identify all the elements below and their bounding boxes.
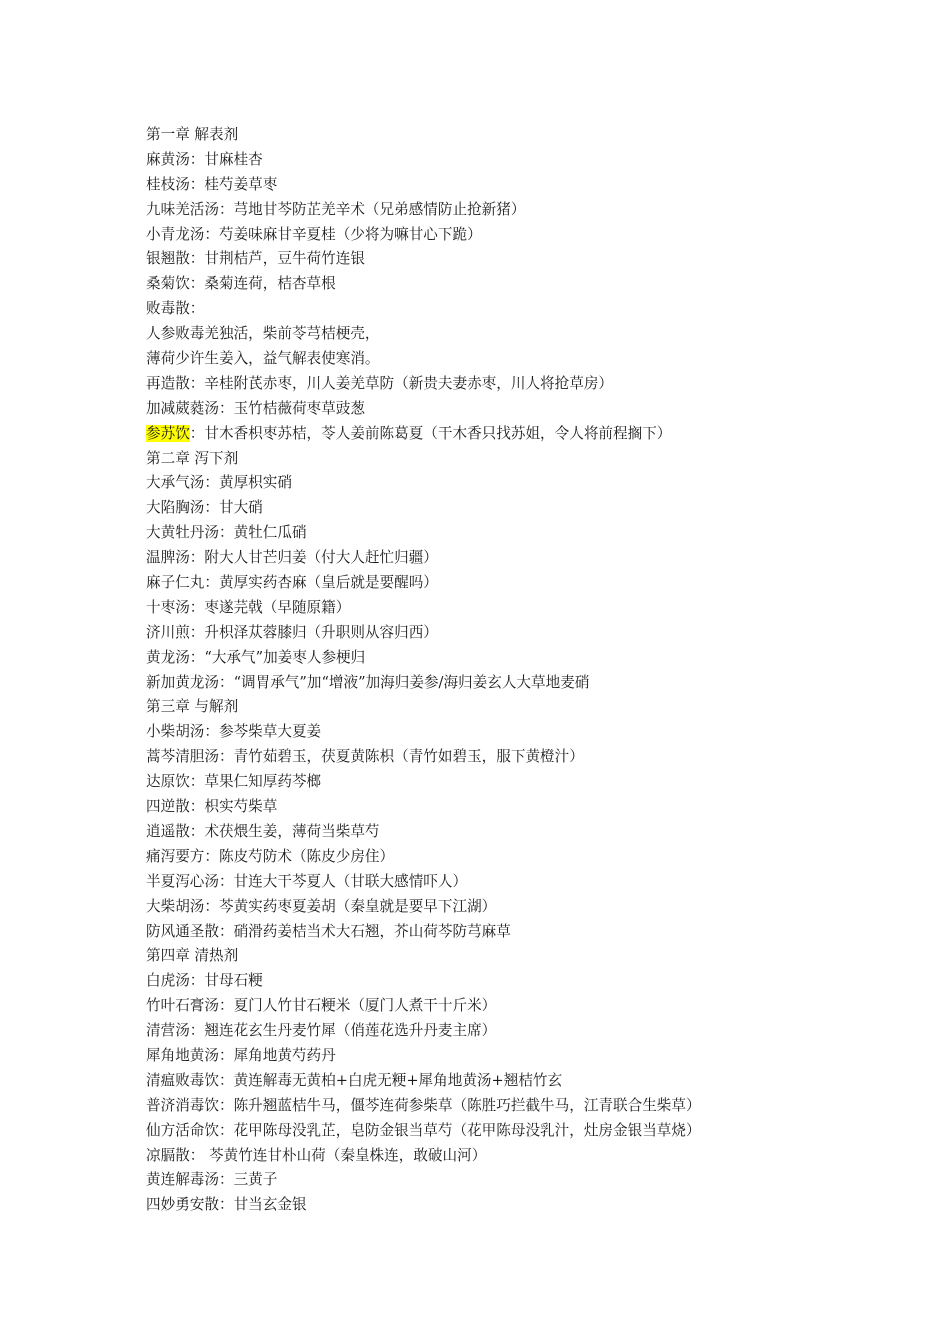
line-text: ：甘木香枳枣苏桔，苓人姜前陈葛夏（干木香只找苏姐，令人将前程搁下） bbox=[189, 424, 672, 442]
line-text: 薄荷少许生姜入，益气解表使寒消。 bbox=[146, 350, 380, 368]
text-line bbox=[146, 994, 936, 1019]
line-text: 痛泻要方：陈皮芍防术（陈皮少房住） bbox=[146, 847, 395, 865]
highlighted-text: 参苏饮 bbox=[146, 424, 190, 442]
text-line bbox=[146, 770, 936, 795]
line-text: 人参败毒羌独活，柴前苓芎桔梗壳， bbox=[146, 325, 380, 343]
text-line bbox=[146, 521, 936, 546]
line-text: 大黄牡丹汤：黄牡仁瓜硝 bbox=[146, 524, 307, 542]
line-text: 普济消毒饮：陈升翘蓝桔牛马，僵芩连荷参柴草（陈胜巧拦截牛马，江青联合生柴草） bbox=[146, 1096, 701, 1114]
line-text: 第四章 清热剂 bbox=[146, 947, 239, 965]
text-line bbox=[146, 795, 936, 820]
text-line bbox=[146, 1044, 936, 1069]
line-text: 竹叶石膏汤：夏门人竹甘石粳米（厦门人煮干十斤米） bbox=[146, 997, 497, 1015]
line-text: 济川煎：升枳泽苁蓉膝归（升职则从容归西） bbox=[146, 623, 438, 641]
text-line bbox=[146, 1094, 936, 1119]
chapter-heading bbox=[146, 695, 936, 720]
chapter-heading bbox=[146, 123, 936, 148]
line-text: 半夏泻心汤：甘连大干芩夏人（甘联大感情吓人） bbox=[146, 872, 468, 890]
line-text: 十枣汤：枣遂芫戟（早随原籍） bbox=[146, 598, 351, 616]
text-line bbox=[146, 223, 936, 248]
text-line bbox=[146, 198, 936, 223]
text-line bbox=[146, 671, 936, 696]
line-text: 犀角地黄汤：犀角地黄芍药丹 bbox=[146, 1046, 336, 1064]
text-line bbox=[146, 496, 936, 521]
line-text: 大陷胸汤：甘大硝 bbox=[146, 499, 263, 517]
line-text: 黄龙汤：“大承气”加姜枣人参梗归 bbox=[146, 648, 366, 666]
line-text: 新加黄龙汤：“调胃承气”加“增液”加海归姜参/海归姜玄人大草地麦硝 bbox=[146, 673, 590, 691]
line-text: 第二章 泻下剂 bbox=[146, 449, 239, 467]
text-line bbox=[146, 322, 936, 347]
line-text: 防风通圣散：硝滑药姜桔当术大石翘，芥山荷芩防芎麻草 bbox=[146, 922, 511, 940]
line-text: 小柴胡汤：参芩柴草大夏姜 bbox=[146, 723, 322, 741]
text-line bbox=[146, 646, 936, 671]
line-text: 小青龙汤：芍姜味麻甘辛夏桂（少将为嘛甘心下跪） bbox=[146, 225, 482, 243]
line-text: 逍遥散：术茯煨生姜，薄荷当柴草芍 bbox=[146, 822, 380, 840]
text-line bbox=[146, 297, 936, 322]
line-text: 加减葳蕤汤：玉竹桔薇荷枣草豉葱 bbox=[146, 399, 365, 417]
text-line bbox=[146, 969, 936, 994]
line-text: 白虎汤：甘母石粳 bbox=[146, 972, 263, 990]
line-text: 四妙勇安散：甘当玄金银 bbox=[146, 1196, 307, 1214]
line-text: 温脾汤：附大人甘芒归姜（付大人赶忙归疆） bbox=[146, 549, 438, 567]
text-line bbox=[146, 895, 936, 920]
line-text: 败毒散： bbox=[146, 300, 205, 318]
text-line bbox=[146, 1119, 936, 1144]
line-text: 四逆散：枳实芍柴草 bbox=[146, 798, 278, 816]
line-text: 大承气汤：黄厚枳实硝 bbox=[146, 474, 292, 492]
line-text: 银翘散：甘荆桔芦，豆牛荷竹连银 bbox=[146, 250, 365, 268]
line-text: 九味羌活汤：芎地甘芩防芷羌辛术（兄弟感情防止抢新猪） bbox=[146, 200, 526, 218]
text-line bbox=[146, 596, 936, 621]
text-line bbox=[146, 571, 936, 596]
text-line bbox=[146, 471, 936, 496]
text-line bbox=[146, 745, 936, 770]
text-line bbox=[146, 1144, 936, 1169]
line-text: 蒿芩清胆汤：青竹茹碧玉，茯夏黄陈枳（青竹如碧玉，服下黄橙汁） bbox=[146, 748, 584, 766]
line-text: 麻子仁丸：黄厚实药杏麻（皇后就是要醒吗） bbox=[146, 574, 438, 592]
line-text: 黄连解毒汤：三黄子 bbox=[146, 1171, 278, 1189]
text-line bbox=[146, 1019, 936, 1044]
text-line bbox=[146, 422, 936, 447]
chapter-heading bbox=[146, 447, 936, 472]
text-line bbox=[146, 1168, 936, 1193]
line-text: 桂枝汤：桂芍姜草枣 bbox=[146, 175, 278, 193]
line-text: 达原饮：草果仁知厚药芩榔 bbox=[146, 773, 322, 791]
text-line bbox=[146, 247, 936, 272]
text-line bbox=[146, 845, 936, 870]
line-text: 清营汤：翘连花玄生丹麦竹犀（俏莲花选升丹麦主席） bbox=[146, 1022, 497, 1040]
text-line bbox=[146, 820, 936, 845]
text-line bbox=[146, 173, 936, 198]
line-text: 清瘟败毒饮：黄连解毒无黄柏+白虎无粳+犀角地黄汤+翘桔竹玄 bbox=[146, 1071, 563, 1089]
line-text: 大柴胡汤：芩黄实药枣夏姜胡（秦皇就是要早下江湖） bbox=[146, 897, 497, 915]
text-line bbox=[146, 720, 936, 745]
line-text: 第三章 与解剂 bbox=[146, 698, 239, 716]
line-text: 桑菊饮：桑菊连荷，桔杏草根 bbox=[146, 275, 336, 293]
line-text: 仙方活命饮：花甲陈母没乳芷，皂防金银当草芍（花甲陈母没乳汁，灶房金银当草烧） bbox=[146, 1121, 701, 1139]
line-text: 第一章 解表剂 bbox=[146, 126, 239, 143]
text-line bbox=[146, 546, 936, 571]
text-line bbox=[146, 148, 936, 173]
text-line bbox=[146, 920, 936, 945]
line-text: 再造散：辛桂附芪赤枣，川人姜羌草防（新贵夫妻赤枣，川人将抢草房） bbox=[146, 374, 614, 392]
document-page bbox=[146, 123, 936, 1218]
text-line bbox=[146, 1069, 936, 1094]
text-line bbox=[146, 621, 936, 646]
text-line bbox=[146, 272, 936, 297]
text-line bbox=[146, 1193, 936, 1218]
text-line bbox=[146, 870, 936, 895]
text-line bbox=[146, 347, 936, 372]
line-text: 凉膈散： 芩黄竹连甘朴山荷（秦皇株连，敢破山河） bbox=[146, 1146, 487, 1164]
line-text: 麻黄汤：甘麻桂杏 bbox=[146, 150, 263, 168]
chapter-heading bbox=[146, 944, 936, 969]
text-line bbox=[146, 372, 936, 397]
text-line bbox=[146, 397, 936, 422]
